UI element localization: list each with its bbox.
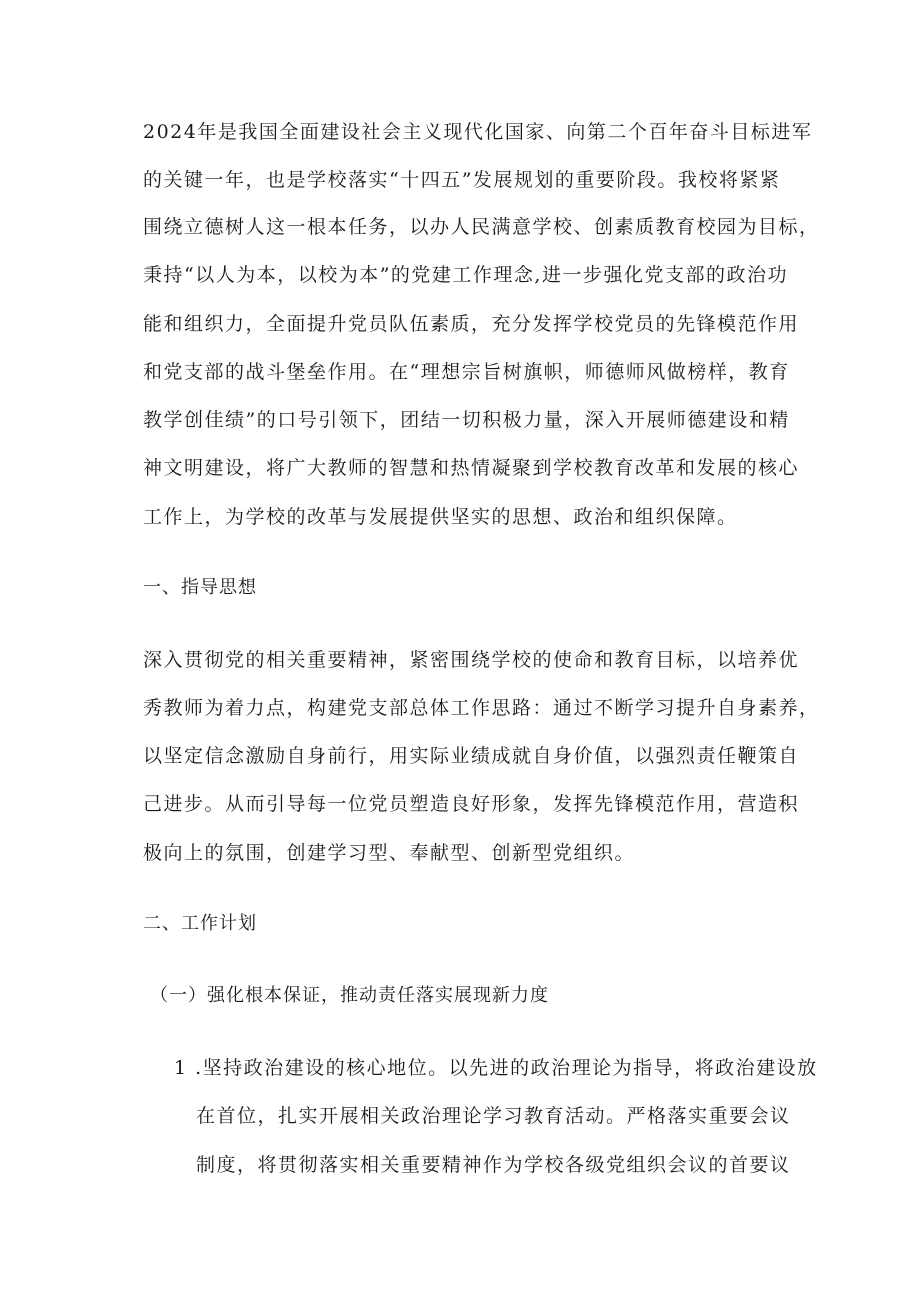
section1-line-4: 己进步。从而引导每一位党员塑造良好形象，发挥先锋模范作用，营造积 <box>143 793 800 815</box>
intro-line-1: 2024年是我国全面建设社会主义现代化国家、向第二个百年奋斗目标进军 <box>143 121 813 143</box>
section1-line-3: 以坚定信念激励自身前行，用实际业绩成就自身价值，以强烈责任鞭策自 <box>143 745 800 767</box>
intro-line-9: 工作上，为学校的改革与发展提供坚实的思想、政治和组织保障。 <box>143 506 738 528</box>
intro-line-7: 教学创佳绩”的口号引领下，团结一切积极力量，深入开展师德建设和精 <box>143 409 790 431</box>
item1-line-1: 1 .坚持政治建设的核心地位。以先进的政治理论为指导，将政治建设放 <box>174 1057 818 1079</box>
intro-line-4: 秉持“以人为本，以校为本”的党建工作理念,进一步强化党支部的政治功 <box>143 264 788 286</box>
section1-line-5: 极向上的氛围，创建学习型、奉献型、创新型党组织。 <box>143 842 636 864</box>
section-heading-work-plan: 二、工作计划 <box>143 913 257 934</box>
section1-line-1: 深入贯彻党的相关重要精神，紧密围绕学校的使命和教育目标，以培养优 <box>143 649 800 671</box>
subsection-heading-1: （一）强化根本保证，推动责任落实展现新力度 <box>150 985 549 1006</box>
section1-line-2: 秀教师为着力点，构建党支部总体工作思路：通过不断学习提升自身素养， <box>143 697 820 719</box>
section-heading-guiding-ideology: 一、指导思想 <box>143 577 257 598</box>
intro-line-8: 神文明建设，将广大教师的智慧和热情凝聚到学校教育改革和发展的核心 <box>143 457 800 479</box>
intro-line-2: 的关键一年，也是学校落实“十四五”发展规划的重要阶段。我校将紧紧 <box>143 169 781 191</box>
item1-line-3: 制度，将贯彻落实相关重要精神作为学校各级党组织会议的首要议 <box>196 1154 791 1176</box>
intro-line-5: 能和组织力，全面提升党员队伍素质，充分发挥学校党员的先锋模范作用 <box>143 313 800 335</box>
intro-line-3: 围绕立德树人这一根本任务，以办人民满意学校、创素质教育校园为目标， <box>143 216 820 238</box>
item1-line-2: 在首位，扎实开展相关政治理论学习教育活动。严格落实重要会议 <box>196 1105 791 1127</box>
intro-line-6: 和党支部的战斗堡垒作用。在“理想宗旨树旗帜，师德师风做榜样，教育 <box>143 361 790 383</box>
